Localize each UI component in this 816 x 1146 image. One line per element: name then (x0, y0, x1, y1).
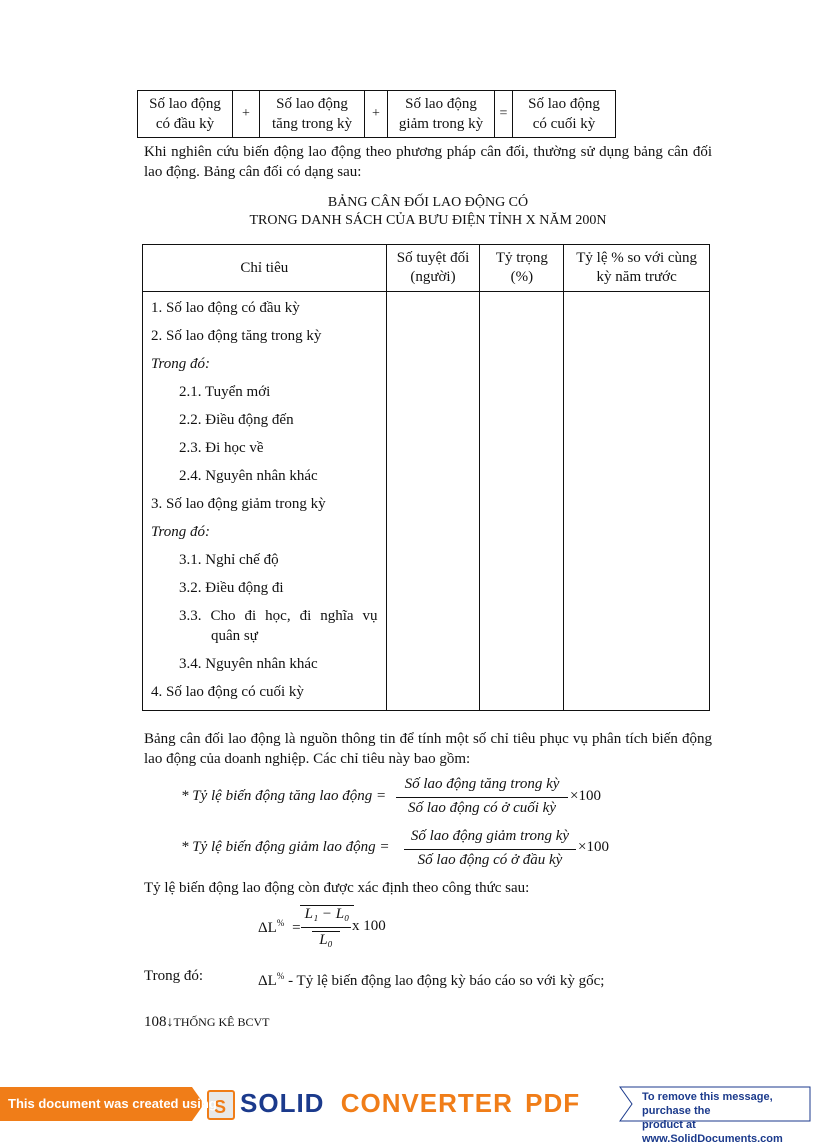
indicator-column (143, 292, 387, 711)
formula-decrease-multiplier: ×100 (578, 839, 609, 855)
header-absolute (386, 245, 480, 292)
formula-change-equals: = (292, 920, 301, 936)
formula-increase-numerator: Số lao động tăng trong kỳ (404, 776, 560, 792)
page-footer (144, 1014, 270, 1031)
formula-decrease-fraction-bar (404, 849, 576, 850)
banner-brand-pdf: PDF (525, 1088, 581, 1118)
absolute-column (386, 292, 480, 711)
header-proportion-line1: Tỷ trọng (495, 250, 548, 266)
banner-right-line2: product at www.SolidDocuments.com (642, 1119, 783, 1145)
formula-change-symbol: ΔL (258, 920, 277, 936)
header-vs-last-year-line1: Tỷ lệ % so với cùng (576, 250, 698, 266)
banner-right-text (642, 1090, 816, 1146)
eq-box-increase-line2: tăng trong kỳ (272, 116, 352, 132)
formula-increase-lhs: * Tỷ lệ biến động tăng lao động = (181, 788, 387, 804)
where-sup: % (276, 971, 285, 981)
table-title (144, 194, 712, 230)
table-body-row (143, 292, 710, 711)
row-other-decrease: 3.4. Nguyên nhân khác (179, 656, 318, 672)
banner-brand-converter: CONVERTER (340, 1088, 513, 1118)
row-end-labor: 4. Số lao động có cuối kỳ (151, 684, 304, 700)
intro-paragraph: Khi nghiên cứu biến động lao động theo phương pháp cân đối, thường sử dụng bảng cân đối lao động. Bảng cân đối có dạng sau: (144, 144, 712, 180)
table-title-line1: BẢNG CÂN ĐỐI LAO ĐỘNG CÓ (327, 195, 529, 210)
table-header-row (143, 245, 710, 292)
eq-box-end-line1: Số lao động (528, 96, 600, 112)
formula-increase-fraction-bar (396, 797, 568, 798)
formula-change-multiplier: x 100 (352, 918, 386, 934)
eq-box-start (137, 90, 233, 138)
proportion-column (480, 292, 564, 711)
eq-op-equals: = (495, 90, 512, 138)
formula-decrease-numerator: Số lao động giảm trong kỳ (410, 828, 570, 844)
formula-change-lhs (258, 918, 301, 937)
eq-op-plus-1: + (233, 90, 259, 138)
formula-increase-denominator: Số lao động có ở cuối kỳ (408, 800, 556, 816)
row-retire: 3.1. Nghỉ chế độ (179, 552, 279, 568)
banner-right-line1: To remove this message, purchase the (642, 1091, 773, 1117)
where-label: Trong đó: (144, 968, 204, 984)
row-return-study: 2.3. Đi học về (179, 440, 264, 456)
row-study-military (143, 602, 386, 650)
eq-box-increase-line1: Số lao động (276, 96, 348, 112)
banner-left-text: This document was created using (8, 1096, 217, 1111)
header-indicator: Chỉ tiêu (143, 245, 387, 292)
row-new-hire: 2.1. Tuyển mới (179, 384, 271, 400)
svg-text:S: S (214, 1097, 227, 1117)
after-table-paragraph: Bảng cân đối lao động là nguồn thông tin để tính một số chỉ tiêu phục vụ phân tích biến động lao động của doanh nghiệp. Các chỉ tiêu này bao gồm: (144, 731, 712, 767)
eq-box-decrease (387, 90, 495, 138)
eq-box-start-line1: Số lao động (149, 96, 221, 112)
row-study-military-line2: quân sự (211, 628, 258, 644)
header-absolute-line1: Số tuyệt đối (396, 250, 470, 266)
where-text: - Tỷ lệ biến động lao động kỳ báo cáo so với kỳ gốc; (284, 973, 605, 989)
formula-increase-multiplier: ×100 (570, 788, 601, 804)
footer-arrow-icon: ↓ (166, 1015, 174, 1030)
header-vs-last-year (564, 245, 710, 292)
row-decrease-note: Trong đó: (151, 524, 211, 540)
banner-brand-solid: SOLID (240, 1088, 325, 1118)
row-transfer-out: 3.2. Điều động đi (179, 580, 284, 596)
where-definition (258, 966, 698, 991)
formula3-intro: Tỷ lệ biến động lao động còn được xác định theo công thức sau: (144, 880, 530, 896)
row-start-labor: 1. Số lao động có đầu kỳ (151, 300, 300, 316)
row-other-increase: 2.4. Nguyên nhân khác (179, 468, 318, 484)
where-symbol: ΔL (258, 973, 277, 989)
eq-box-decrease-line1: Số lao động (405, 96, 477, 112)
vs-last-year-column (564, 292, 710, 711)
row-decrease: 3. Số lao động giảm trong kỳ (151, 496, 326, 512)
row-study-military-line1: 3.3. Cho đi học, đi nghĩa vụ (179, 608, 378, 624)
table-title-line2: TRONG DANH SÁCH CỦA BƯU ĐIỆN TỈNH X NĂM 200N (249, 213, 607, 228)
formula-change-sup: % (276, 918, 285, 928)
header-absolute-line2: (người) (410, 269, 456, 285)
formula-change-numerator: L₁ − L₀ (300, 905, 354, 923)
footer-book-title: THỐNG KÊ BCVT (173, 1015, 270, 1029)
eq-box-end-line2: có cuối kỳ (532, 116, 596, 132)
formula-change-fraction-bar (301, 927, 351, 928)
row-transfer-in: 2.2. Điều động đến (179, 412, 294, 428)
eq-box-increase (259, 90, 365, 138)
eq-op-plus-2: + (365, 90, 387, 138)
eq-box-start-line2: có đầu kỳ (155, 116, 215, 132)
header-vs-last-year-line2: kỳ năm trước (596, 269, 677, 285)
row-increase: 2. Số lao động tăng trong kỳ (151, 328, 322, 344)
watermark-banner[interactable] (0, 1085, 816, 1145)
formula-decrease-denominator: Số lao động có ở đầu kỳ (417, 852, 563, 868)
formula-change-denominator: L₀ (312, 931, 340, 949)
eq-box-decrease-line2: giảm trong kỳ (398, 116, 484, 132)
banner-brand (240, 1088, 580, 1119)
page-number: 108 (144, 1014, 167, 1030)
row-increase-note: Trong đó: (151, 356, 211, 372)
header-proportion (480, 245, 564, 292)
formula-decrease-lhs: * Tỷ lệ biến động giảm lao động = (181, 839, 390, 855)
eq-box-end (512, 90, 616, 138)
header-proportion-line2: (%) (510, 269, 534, 285)
labor-balance-table (142, 244, 710, 711)
